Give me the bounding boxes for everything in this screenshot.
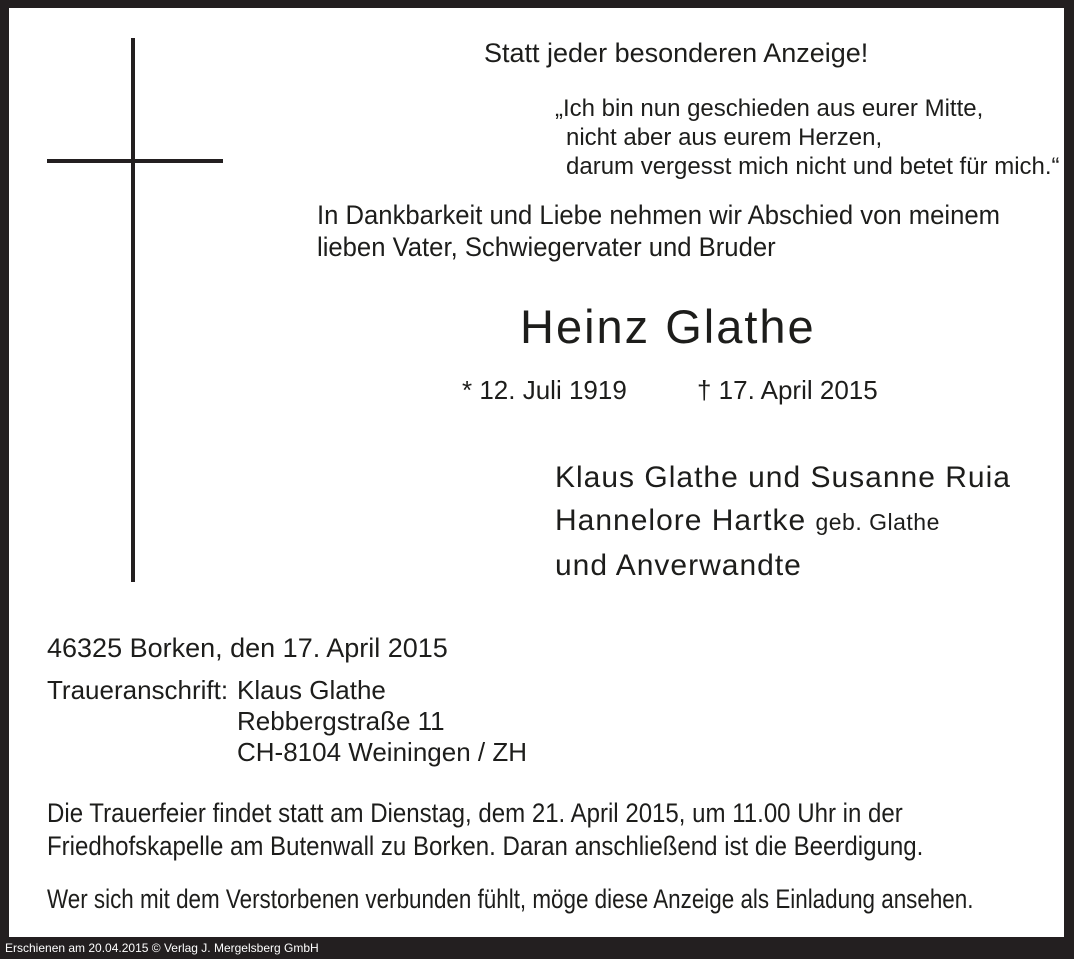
quote-line-1: „Ich bin nun geschieden aus eurer Mitte,	[555, 95, 984, 122]
death-date: † 17. April 2015	[697, 375, 878, 405]
publisher-note: Erschienen am 20.04.2015 © Verlag J. Mergelsberg GmbH	[5, 941, 319, 955]
place-and-date: 46325 Borken, den 17. April 2015	[47, 633, 448, 663]
cross-vertical-bar	[131, 38, 135, 582]
condolence-address-label: Traueranschrift:	[47, 675, 229, 705]
mourner-line-1: Klaus Glathe und Susanne Ruia	[555, 461, 1011, 494]
mourner-line-2	[555, 499, 1011, 544]
funeral-line-2: Friedhofskapelle am Butenwall zu Borken. Daran anschließend ist die Beerdigung.	[47, 831, 924, 861]
mourners-list	[555, 456, 1011, 587]
memorial-quote	[555, 94, 1060, 181]
quote-line-3: darum vergesst mich nicht und betet für mich.“	[566, 153, 1060, 180]
intro-line-2: lieben Vater, Schwiegervater und Bruder	[317, 232, 776, 262]
condolence-address-street: Rebbergstraße 11	[237, 706, 445, 736]
intro-line-1: In Dankbarkeit und Liebe nehmen wir Abschied von meinem	[317, 200, 1000, 230]
closing-note: Wer sich mit dem Verstorbenen verbunden fühlt, möge diese Anzeige als Einladung ansehen.	[47, 884, 974, 914]
intro-paragraph	[317, 199, 1000, 263]
funeral-details	[47, 797, 923, 863]
mourner-line-2-maiden-name: geb. Glathe	[815, 509, 940, 535]
birth-date: * 12. Juli 1919	[462, 375, 627, 405]
mourner-line-3: und Anverwandte	[555, 549, 802, 582]
condolence-address-city: CH-8104 Weiningen / ZH	[237, 737, 527, 767]
deceased-name: Heinz Glathe	[520, 300, 816, 353]
mourner-line-2-name: Hannelore Hartke	[555, 504, 807, 537]
condolence-address	[237, 675, 527, 768]
cross-horizontal-bar	[47, 159, 223, 163]
quote-line-2: nicht aber aus eurem Herzen,	[566, 124, 883, 151]
header-line: Statt jeder besonderen Anzeige!	[484, 38, 869, 68]
condolence-address-name: Klaus Glathe	[237, 675, 386, 705]
funeral-line-1: Die Trauerfeier findet statt am Dienstag, dem 21. April 2015, um 11.00 Uhr in der	[47, 798, 903, 828]
notice-sheet	[9, 8, 1064, 937]
